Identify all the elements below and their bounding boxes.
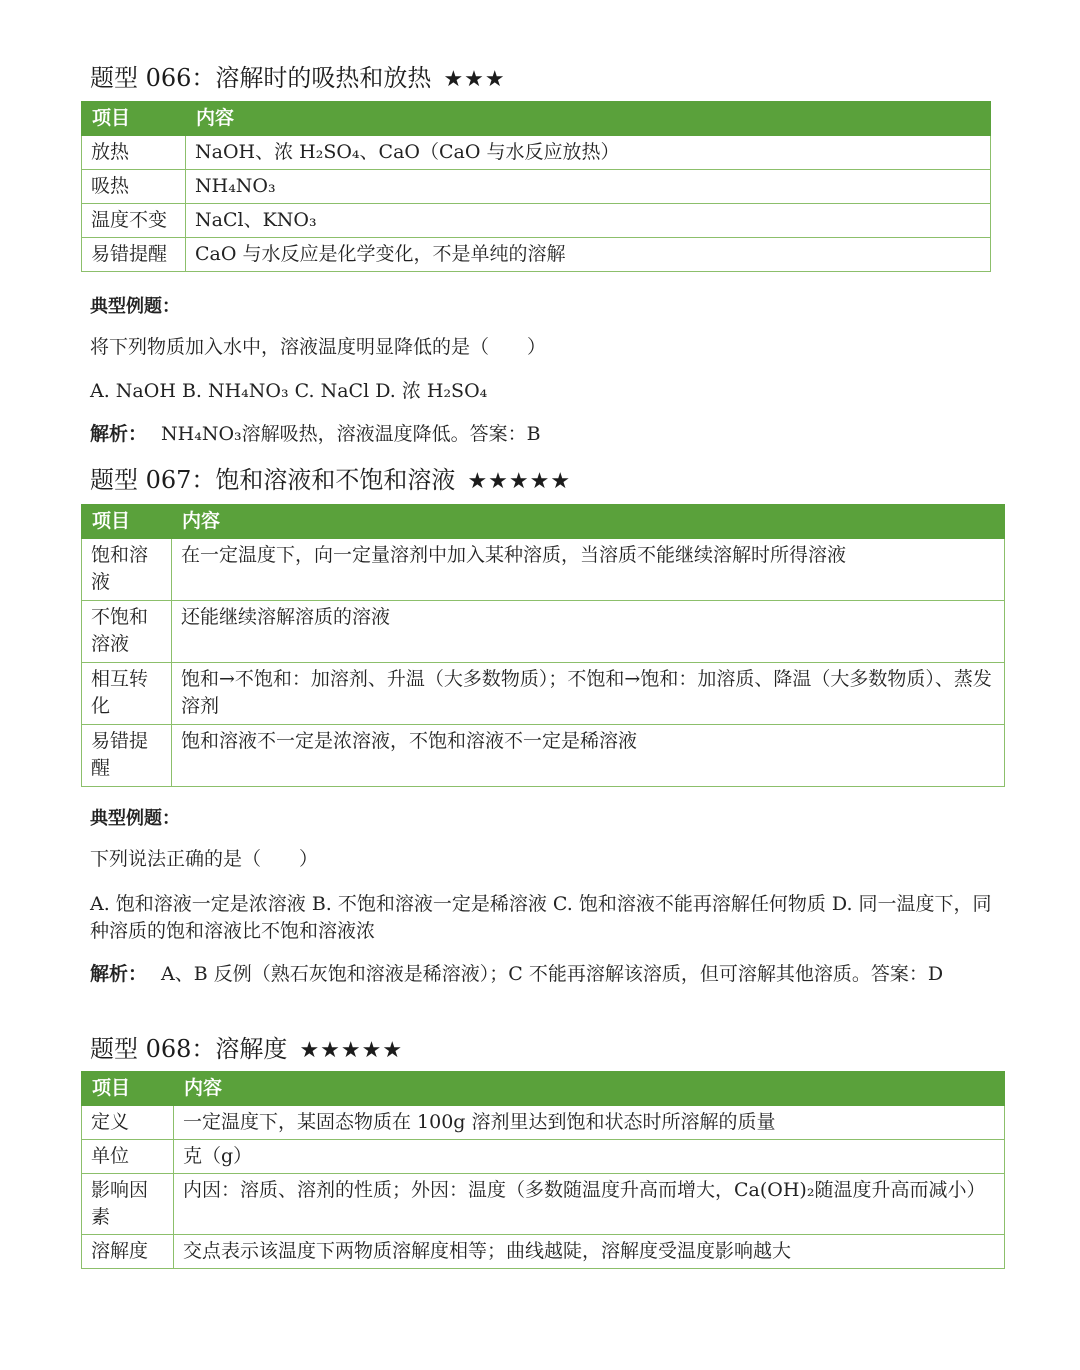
table-row [82, 1174, 1005, 1235]
row-content: 饱和溶液不一定是浓溶液，不饱和溶液不一定是稀溶液 [172, 725, 1005, 787]
section-title-text: 题型 068：溶解度 [90, 1035, 288, 1063]
table-row [82, 170, 991, 204]
section-068-title [90, 1033, 403, 1067]
example-question: 下列说法正确的是（ ） [90, 848, 319, 870]
header-item: 项目 [82, 1072, 174, 1106]
header-content: 内容 [186, 102, 991, 136]
row-item: 不饱和溶液 [82, 601, 172, 663]
row-content: 内因：溶质、溶剂的性质；外因：温度（多数随温度升高而增大，Ca(OH)₂随温度升高而减小） [174, 1174, 1005, 1235]
difficulty-stars: ★★★★★ [467, 469, 572, 494]
row-item: 易错提醒 [82, 725, 172, 787]
row-content: 在一定温度下，向一定量溶剂中加入某种溶质，当溶质不能继续溶解时所得溶液 [172, 539, 1005, 601]
table-row [82, 136, 991, 170]
table-row [82, 663, 1005, 725]
example-label: 典型例题： [90, 296, 180, 317]
header-item: 项目 [82, 505, 172, 539]
example-options: A. NaOH B. NH₄NO₃ C. NaCl D. 浓 H₂SO₄ [90, 380, 488, 402]
table-row [82, 601, 1005, 663]
table-row [82, 539, 1005, 601]
analysis-text: NH₄NO₃溶解吸热，溶液温度降低。答案：B [161, 423, 541, 445]
section-title-text: 题型 066：溶解时的吸热和放热 [90, 64, 432, 92]
difficulty-stars: ★★★★★ [299, 1038, 404, 1063]
example-question: 将下列物质加入水中，溶液温度明显降低的是（ ） [90, 336, 547, 358]
row-content: 克（g） [174, 1140, 1005, 1174]
table-header [82, 102, 991, 136]
example-label: 典型例题： [90, 808, 180, 829]
section-067-table [81, 504, 1005, 787]
row-content: NaOH、浓 H₂SO₄、CaO（CaO 与水反应放热） [186, 136, 991, 170]
row-content: CaO 与水反应是化学变化，不是单纯的溶解 [186, 238, 991, 272]
row-item: 溶解度 [82, 1235, 174, 1269]
row-content: 饱和→不饱和：加溶剂、升温（大多数物质）；不饱和→饱和：加溶质、降温（大多数物质）、蒸发溶剂 [172, 663, 1005, 725]
header-content: 内容 [174, 1072, 1005, 1106]
row-item: 易错提醒 [82, 238, 186, 272]
example-options: A. 饱和溶液一定是浓溶液 B. 不饱和溶液一定是稀溶液 C. 饱和溶液不能再溶解任何物质 D. 同一温度下，同种溶质的饱和溶液比不饱和溶液浓 [90, 893, 992, 942]
section-066-table [81, 101, 991, 272]
row-item: 影响因素 [82, 1174, 174, 1235]
header-item: 项目 [82, 102, 186, 136]
row-content: 还能继续溶解溶质的溶液 [172, 601, 1005, 663]
row-content: NH₄NO₃ [186, 170, 991, 204]
table-row [82, 238, 991, 272]
row-content: 一定温度下，某固态物质在 100g 溶剂里达到饱和状态时所溶解的质量 [174, 1106, 1005, 1140]
row-content: 交点表示该温度下两物质溶解度相等；曲线越陡，溶解度受温度影响越大 [174, 1235, 1005, 1269]
row-item: 饱和溶液 [82, 539, 172, 601]
table-row [82, 1140, 1005, 1174]
section-067-title [90, 464, 571, 498]
difficulty-stars: ★★★ [443, 67, 506, 92]
table-header [82, 1072, 1005, 1106]
analysis [90, 421, 541, 448]
analysis-label: 解析： [90, 963, 148, 985]
table-row [82, 725, 1005, 787]
analysis-text: A、B 反例（熟石灰饱和溶液是稀溶液）；C 不能再溶解该溶质，但可溶解其他溶质。答案：D [161, 963, 944, 985]
table-header [82, 505, 1005, 539]
table-row [82, 1106, 1005, 1140]
section-title-text: 题型 067：饱和溶液和不饱和溶液 [90, 466, 456, 494]
section-068-table [81, 1071, 1005, 1269]
row-item: 放热 [82, 136, 186, 170]
header-content: 内容 [172, 505, 1005, 539]
table-row [82, 1235, 1005, 1269]
table-row [82, 204, 991, 238]
row-item: 吸热 [82, 170, 186, 204]
row-item: 相互转化 [82, 663, 172, 725]
row-item: 定义 [82, 1106, 174, 1140]
analysis [90, 961, 1005, 988]
row-item: 温度不变 [82, 204, 186, 238]
row-item: 单位 [82, 1140, 174, 1174]
analysis-label: 解析： [90, 423, 148, 445]
section-066-title [90, 62, 506, 96]
row-content: NaCl、KNO₃ [186, 204, 991, 238]
